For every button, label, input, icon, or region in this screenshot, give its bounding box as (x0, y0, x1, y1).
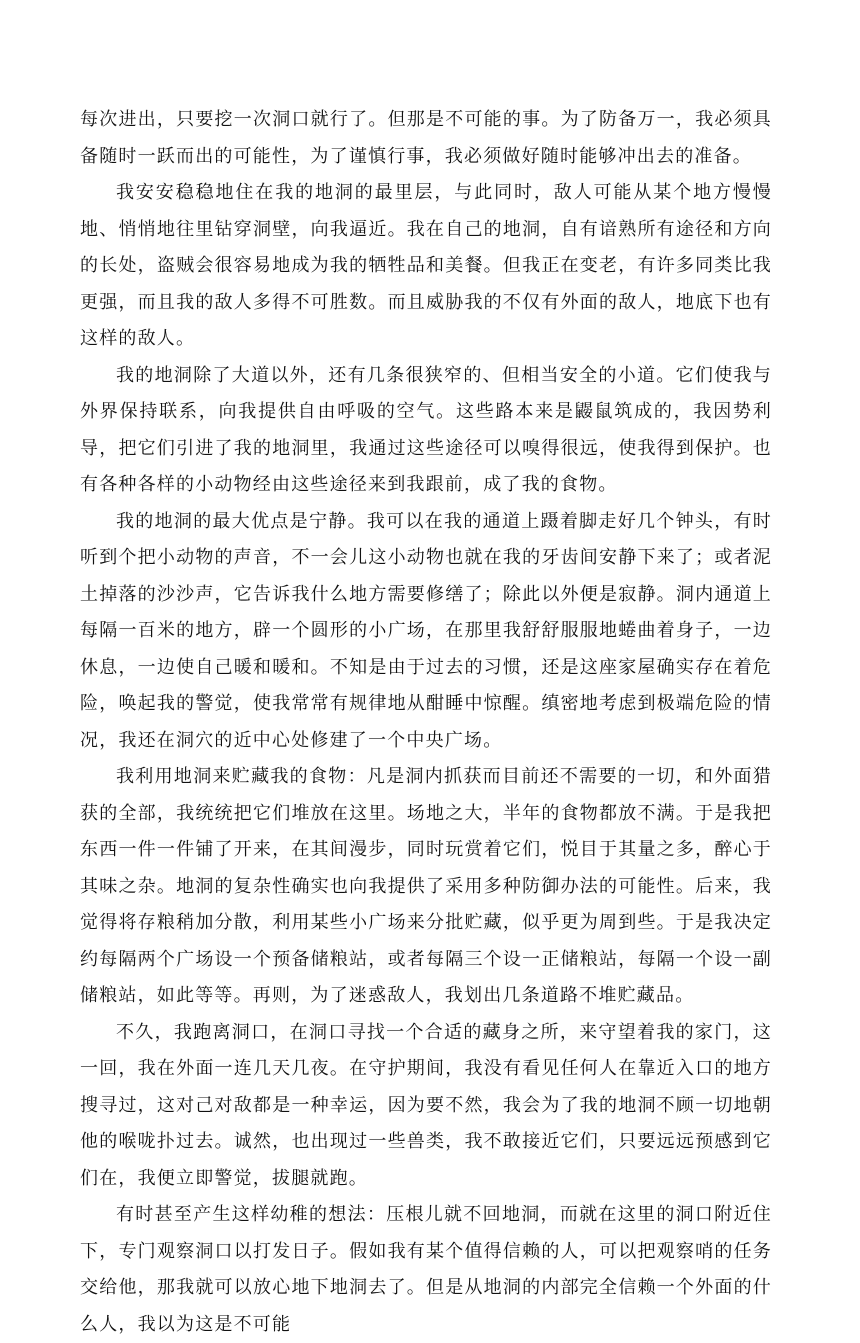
paragraph-5: 我利用地洞来贮藏我的食物：凡是洞内抓获而目前还不需要的一切，和外面猎获的全部，我统统把它们堆放在这里。场地之大，半年的食物都放不满。于是我把东西一件一件铺了开来，在其间漫步，同时玩赏着它们，悦目于其量之多，醉心于其味之杂。地洞的复杂性确实也向我提供了采用多种防御办法的可能性。后来，我觉得将存粮稍加分散，利用某些小广场来分批贮藏，似乎更为周到些。于是我决定约每隔两个广场设一个预备储粮站，或者每隔三个设一正储粮站，每隔一个设一副储粮站，如此等等。再则，为了迷惑敌人，我划出几条道路不堆贮藏品。 (80, 766, 772, 1006)
paragraph-1: 每次进出，只要挖一次洞口就行了。但那是不可能的事。为了防备万一，我必须具备随时一跃而出的可能性，为了谨慎行事，我必须做好随时能够冲出去的准备。 (80, 109, 772, 167)
paragraph-3: 我的地洞除了大道以外，还有几条很狭窄的、但相当安全的小道。它们使我与外界保持联系，向我提供自由呼吸的空气。这些路本来是鼹鼠筑成的，我因势利导，把它们引进了我的地洞里，我通过这些途径可以嗅得很远，使我得到保护。也有各种各样的小动物经由这些途径来到我跟前，成了我的食物。 (80, 364, 772, 495)
paragraph-6: 不久，我跑离洞口，在洞口寻找一个合适的藏身之所，来守望着我的家门，这一回，我在外面一连几天几夜。在守护期间，我没有看见任何人在靠近入口的地方搜寻过，这对己对敌都是一种幸运，因为要不然，我会为了我的地洞不顾一切地朝他的喉咙扑过去。诚然，也出现过一些兽类，我不敢接近它们，只要远远预感到它们在，我便立即警觉，拔腿就跑。 (80, 1021, 772, 1189)
paragraph-7: 有时甚至产生这样幼稚的想法：压根儿就不回地洞，而就在这里的洞口附近住下，专门观察洞口以打发日子。假如我有某个值得信赖的人，可以把观察哨的任务交给他，那我就可以放心地下地洞去了。但是从地洞的内部完全信赖一个外面的什么人，我以为这是不可能 (80, 1204, 772, 1335)
document-body (80, 102, 772, 1343)
paragraph-4: 我的地洞的最大优点是宁静。我可以在我的通道上蹑着脚走好几个钟头，有时听到个把小动物的声音，不一会儿这小动物也就在我的牙齿间安静下来了；或者泥土掉落的沙沙声，它告诉我什么地方需要修缮了；除此以外便是寂静。洞内通道上每隔一百米的地方，辟一个圆形的小广场，在那里我舒舒服服地蜷曲着身子，一边休息，一边使自己暖和暖和。不知是由于过去的习惯，还是这座家屋确实存在着危险，唤起我的警觉，使我常常有规律地从酣睡中惊醒。缜密地考虑到极端危险的情况，我还在洞穴的近中心处修建了一个中央广场。 (80, 510, 772, 751)
paragraph-2: 我安安稳稳地住在我的地洞的最里层，与此同时，敌人可能从某个地方慢慢地、悄悄地往里钻穿洞壁，向我逼近。我在自己的地洞，自有谙熟所有途径和方向的长处，盗贼会很容易地成为我的牺牲品和美餐。但我正在变老，有许多同类比我更强，而且我的敌人多得不可胜数。而且威胁我的不仅有外面的敌人，地底下也有这样的敌人。 (80, 182, 772, 349)
